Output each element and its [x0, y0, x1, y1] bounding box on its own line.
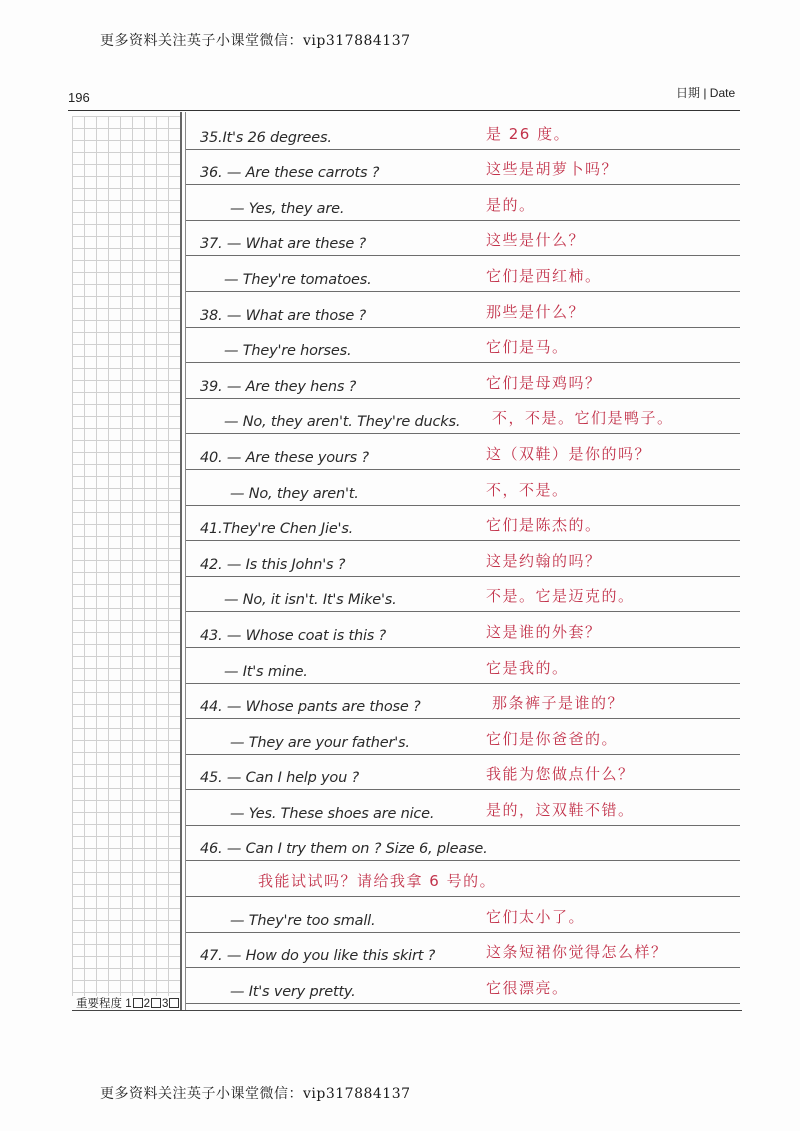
sentence-row: [186, 684, 740, 720]
importance-label: 重要程度: [76, 998, 122, 1010]
english-text: 41.They're Chen Jie's.: [200, 521, 354, 538]
chinese-text: 它是我的。: [486, 658, 569, 677]
english-text: — They're tomatoes.: [224, 271, 372, 288]
chinese-text: 不是。它是迈克的。: [486, 587, 635, 606]
chinese-text: 它们是西红柿。: [486, 266, 602, 285]
chinese-text: 它们是陈杰的。: [486, 516, 602, 535]
english-text: 43. — Whose coat is this ?: [200, 627, 387, 644]
chinese-text: 是的。: [486, 195, 536, 214]
sentence-row: [186, 256, 740, 292]
importance-rating: [76, 995, 180, 1011]
sentence-list: [186, 114, 740, 1004]
margin-grid: [72, 116, 180, 996]
sentence-row: [186, 719, 740, 755]
sentence-row: [186, 114, 740, 150]
page-number: 196: [68, 90, 90, 105]
sentence-row: [186, 612, 740, 648]
watermark-bottom: 更多资料关注英子小课堂微信：vip317884137: [100, 1086, 411, 1102]
sentence-row: [186, 648, 740, 684]
chinese-text: 它们是母鸡吗？: [486, 373, 602, 392]
chinese-text: 是的，这双鞋不错。: [486, 800, 635, 819]
english-text: — It's very pretty.: [230, 983, 356, 1000]
sentence-row: [186, 506, 740, 542]
chinese-text: 这是谁的外套？: [486, 622, 602, 641]
sentence-row: [186, 185, 740, 221]
english-text: 40. — Are these yours ?: [200, 449, 369, 466]
chinese-text: 是 26 度。: [486, 124, 571, 143]
english-text: — No, they aren't.: [230, 485, 359, 502]
sentence-row: [186, 292, 740, 328]
chinese-text: 这些是胡萝卜吗？: [486, 160, 619, 179]
english-text: — They're horses.: [224, 343, 352, 360]
english-text: 37. — What are these ?: [200, 236, 367, 253]
english-text: — Yes. These shoes are nice.: [230, 805, 435, 822]
english-text: 35.It's 26 degrees.: [200, 129, 332, 146]
english-text: 44. — Whose pants are those ?: [200, 699, 421, 716]
english-text: 45. — Can I help you ?: [200, 770, 359, 787]
english-text: — No, it isn't. It's Mike's.: [224, 592, 397, 609]
watermark-top: 更多资料关注英子小课堂微信：vip317884137: [100, 33, 411, 49]
sentence-row: [186, 861, 740, 897]
importance-option-3: 3: [162, 998, 169, 1010]
header-rule: [68, 110, 740, 111]
chinese-text: 不，不是。它们是鸭子。: [492, 409, 674, 428]
chinese-text: 它们是马。: [486, 338, 569, 357]
chinese-text: 不，不是。: [486, 480, 569, 499]
chinese-text: 那条裤子是谁的？: [492, 694, 625, 713]
english-text: 36. — Are these carrots ?: [200, 165, 380, 182]
sentence-row: [186, 790, 740, 826]
sentence-row: [186, 434, 740, 470]
english-text: — They are your father's.: [230, 734, 410, 751]
chinese-text: 这条短裙你觉得怎么样？: [486, 943, 668, 962]
chinese-text: 这些是什么？: [486, 231, 586, 250]
sentence-row: [186, 221, 740, 257]
chinese-text: 我能为您做点什么？: [486, 765, 635, 784]
sentence-row: [186, 470, 740, 506]
sentence-row: [186, 897, 740, 933]
sentence-row: [186, 363, 740, 399]
chinese-text: 它们是你爸爸的。: [486, 729, 619, 748]
sentence-row: [186, 328, 740, 364]
english-text: 38. — What are those ?: [200, 307, 366, 324]
sentence-row: [186, 826, 740, 862]
english-text: 46. — Can I try them on ? Size 6, please.: [200, 841, 488, 858]
chinese-text: 这是约翰的吗？: [486, 551, 602, 570]
sentence-row: [186, 150, 740, 186]
english-text: — No, they aren't. They're ducks.: [224, 414, 461, 431]
chinese-text: 它们太小了。: [486, 907, 586, 926]
chinese-text: 这（双鞋）是你的吗？: [486, 444, 652, 463]
date-label: 日期 | Date: [676, 86, 736, 100]
chinese-text: 我能试试吗？请给我拿 6 号的。: [258, 872, 497, 891]
sentence-row: [186, 933, 740, 969]
checkbox-1[interactable]: [133, 998, 143, 1008]
bottom-rule: [72, 1010, 742, 1011]
sentence-row: [186, 755, 740, 791]
importance-option-2: 2: [143, 998, 151, 1010]
checkbox-3[interactable]: [169, 998, 179, 1008]
margin-rule: [180, 112, 182, 1010]
english-text: 39. — Are they hens ?: [200, 378, 357, 395]
chinese-text: 它很漂亮。: [486, 978, 569, 997]
chinese-text: 那些是什么？: [486, 302, 586, 321]
sentence-row: [186, 541, 740, 577]
english-text: — It's mine.: [224, 663, 308, 680]
sentence-row: [186, 399, 740, 435]
english-text: — Yes, they are.: [230, 200, 345, 217]
english-text: 47. — How do you like this skirt ?: [200, 948, 436, 965]
importance-option-1: 1: [125, 998, 132, 1010]
sentence-row: [186, 968, 740, 1004]
english-text: 42. — Is this John's ?: [200, 556, 346, 573]
sentence-row: [186, 577, 740, 613]
english-text: — They're too small.: [230, 912, 376, 929]
checkbox-2[interactable]: [151, 998, 161, 1008]
